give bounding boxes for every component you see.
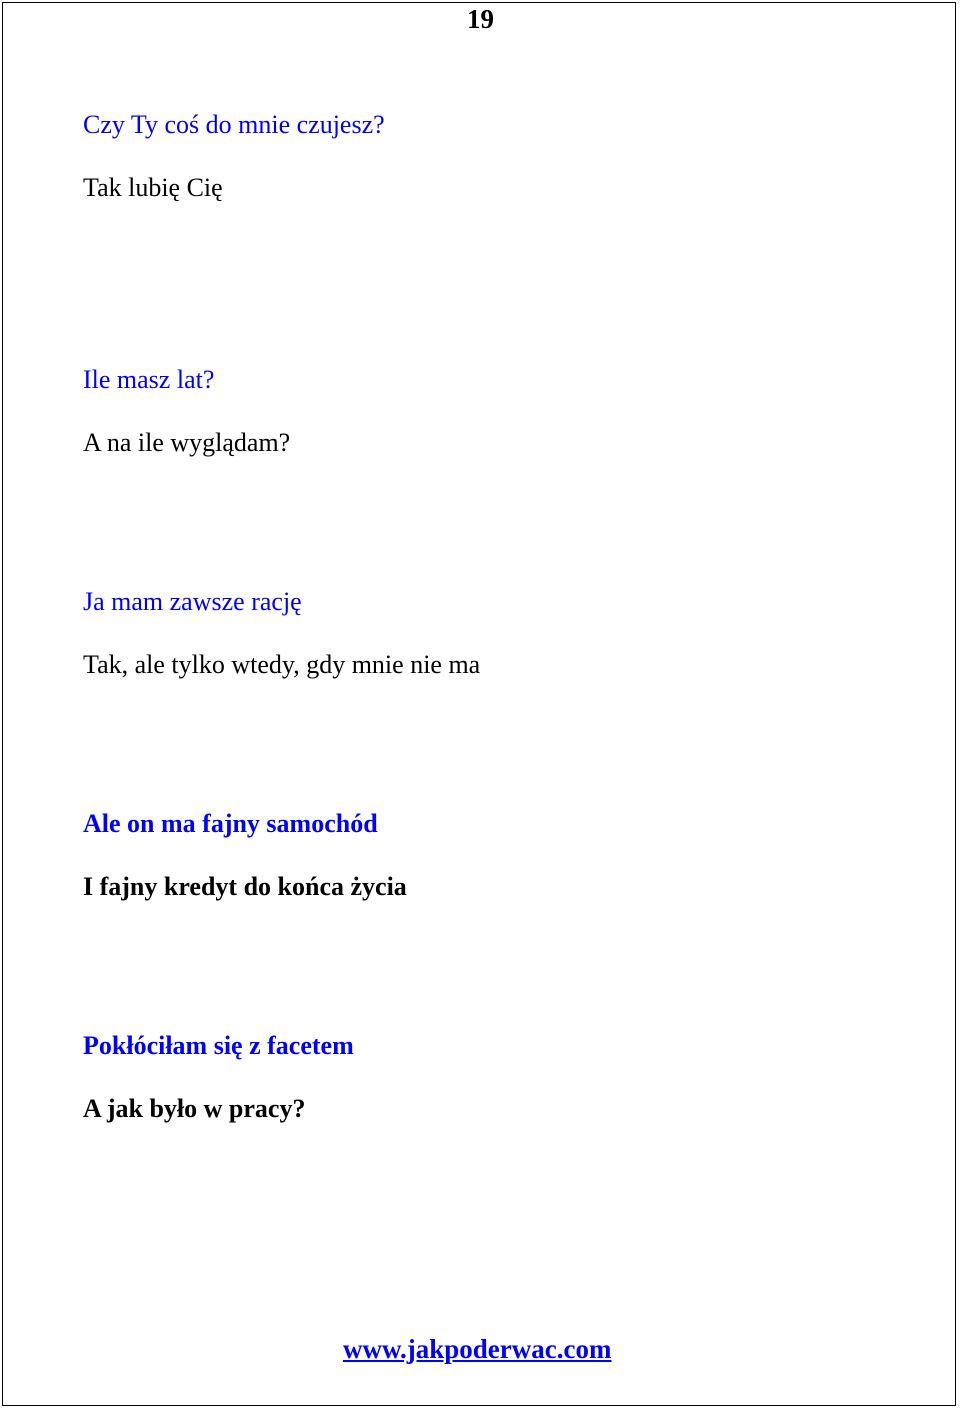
answer-2: A na ile wyglądam? (83, 428, 291, 457)
document-page (2, 2, 956, 1406)
answer-4: I fajny kredyt do końca życia (83, 872, 407, 901)
question-4: Ale on ma fajny samochód (83, 809, 378, 838)
answer-3: Tak, ale tylko wtedy, gdy mnie nie ma (83, 650, 481, 679)
question-2: Ile masz lat? (83, 365, 215, 394)
website-link[interactable]: www.jakpoderwac.com (343, 1334, 612, 1364)
question-1: Czy Ty coś do mnie czujesz? (83, 110, 385, 139)
answer-1: Tak lubię Cię (83, 173, 223, 202)
question-3: Ja mam zawsze rację (83, 587, 302, 616)
question-5: Pokłóciłam się z facetem (83, 1031, 354, 1060)
page-number: 19 (467, 4, 494, 34)
answer-5: A jak było w pracy? (83, 1094, 306, 1123)
